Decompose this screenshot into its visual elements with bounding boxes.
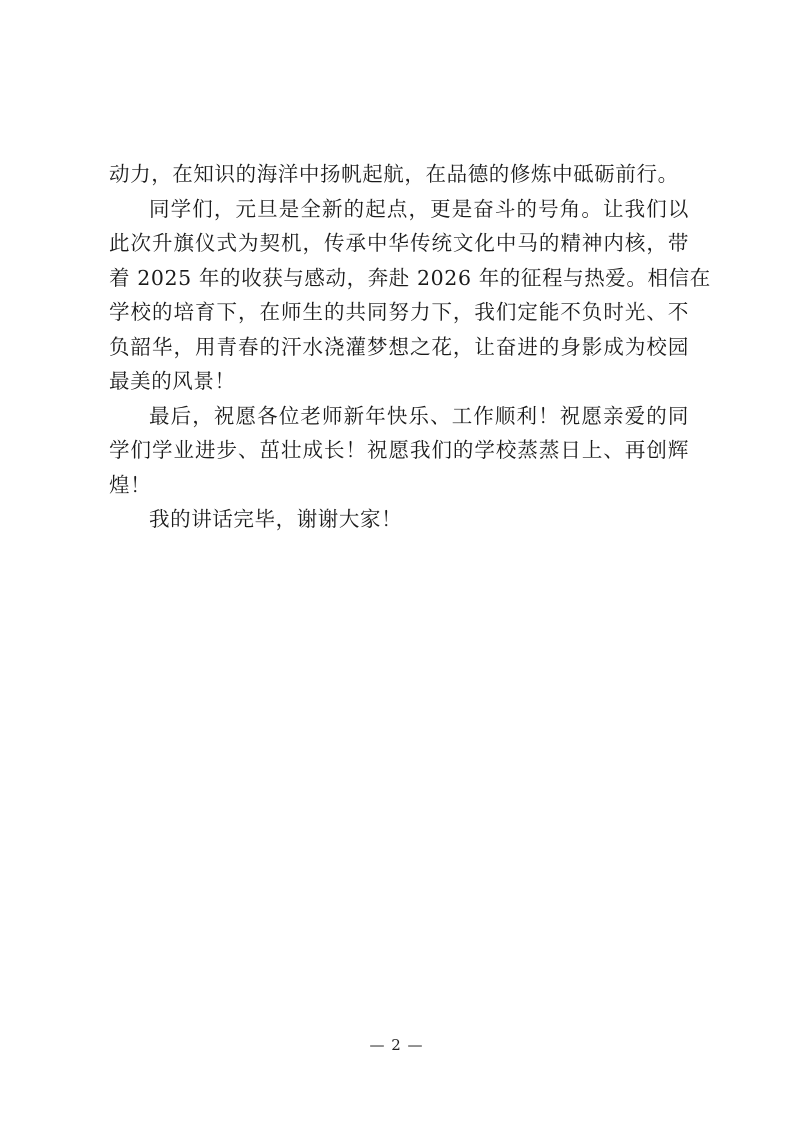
text-line: 学们学业进步、茁壮成长！祝愿我们的学校蒸蒸日上、再创辉: [109, 438, 689, 462]
text-line: 着 2025 年的收获与感动，奔赴 2026 年的征程与热爱。相信在: [109, 265, 711, 290]
text-line: 负韶华，用青春的汗水浇灌梦想之花，让奋进的身影成为校园: [109, 334, 689, 359]
text-line: 同学们，元旦是全新的起点，更是奋斗的号角。让我们以: [149, 196, 689, 221]
text-line: 学校的培育下，在师生的共同努力下，我们定能不负时光、不: [109, 300, 689, 324]
text-line: 最美的风景！: [109, 369, 236, 393]
text-line: 动力，在知识的海洋中扬帆起航，在品德的修炼中砥砺前行。: [109, 162, 679, 186]
paragraph-wishes: [109, 399, 689, 503]
document-body: [109, 157, 711, 537]
text-line: 煌！: [109, 472, 152, 497]
paragraph-closing: [109, 502, 689, 537]
paragraph-new-year-start: [109, 192, 711, 399]
page-number: — 2 —: [369, 1036, 424, 1054]
text-line: 我的讲话完毕，谢谢大家！: [149, 507, 403, 531]
text-line: 此次升旗仪式为契机，传承中华传统文化中马的精神内核，带: [109, 231, 689, 255]
text-line: 最后，祝愿各位老师新年快乐、工作顺利！祝愿亲爱的同: [149, 403, 689, 428]
paragraph-continuation: [109, 157, 689, 192]
